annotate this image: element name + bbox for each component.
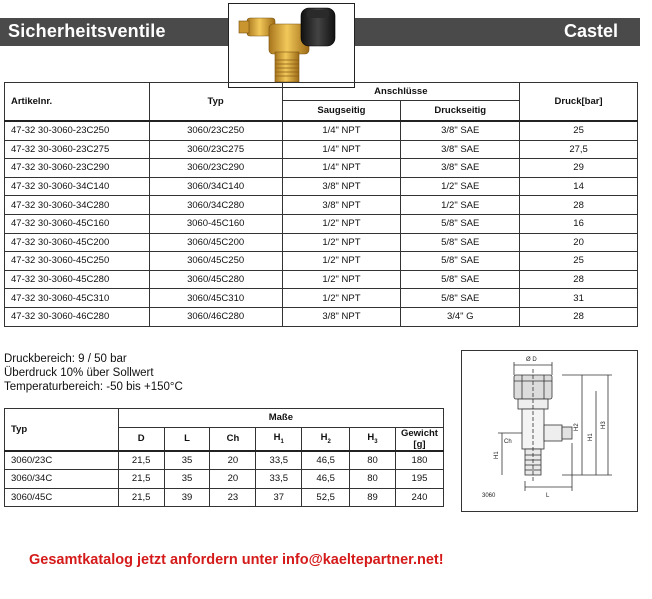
artikel-cell: 47-32 30-3060-45C280 [5, 270, 150, 289]
dims-header-h2: $H_2$ [302, 427, 350, 451]
artikel-cell: 47-32 30-3060-23C275 [5, 140, 150, 159]
druck-cell: 25 [520, 121, 638, 140]
dims-gewicht-cell: 240 [395, 488, 443, 507]
label-diameter: Ø D [526, 357, 537, 363]
dims-header-d: D [118, 427, 164, 451]
druckseite-cell: 5/8" SAE [401, 214, 520, 233]
header-artikel: Artikelnr. [5, 83, 150, 122]
label-h2: H2 [574, 423, 580, 431]
druckseite-cell: 3/8" SAE [401, 159, 520, 178]
artikel-cell: 47-32 30-3060-46C280 [5, 307, 150, 326]
dims-h2-cell: 46,5 [302, 451, 350, 470]
artikel-cell: 47-32 30-3060-45C310 [5, 289, 150, 308]
table-row [5, 451, 444, 470]
dims-header-gewicht: Gewicht [g] [395, 427, 443, 451]
dims-header-typ: Typ [5, 409, 119, 451]
table-row [5, 270, 638, 289]
druck-cell: 28 [520, 196, 638, 215]
header-druckseitig: Druckseitig [401, 101, 520, 122]
saug-cell: 1/2" NPT [282, 270, 401, 289]
table-row [5, 289, 638, 308]
dims-l-cell: 39 [164, 488, 210, 507]
dims-h3-cell: 80 [350, 470, 396, 489]
technical-drawing [461, 350, 638, 512]
saug-cell: 1/2" NPT [282, 233, 401, 252]
dims-d-cell: 21,5 [118, 470, 164, 489]
saug-cell: 1/2" NPT [282, 289, 401, 308]
table-row [5, 470, 444, 489]
artikel-cell: 47-32 30-3060-34C280 [5, 196, 150, 215]
druckseite-cell: 5/8" SAE [401, 289, 520, 308]
typ-cell: 3060/45C280 [149, 270, 282, 289]
dims-l-cell: 35 [164, 470, 210, 489]
dims-typ-cell: 3060/34C [5, 470, 119, 489]
dims-l-cell: 35 [164, 451, 210, 470]
spec-info [4, 352, 183, 394]
header-druck: Druck[bar] [520, 83, 638, 122]
product-photo [228, 3, 355, 88]
product-table [4, 82, 638, 327]
druck-cell: 29 [520, 159, 638, 178]
table-row [5, 140, 638, 159]
table-row [5, 488, 444, 507]
dims-ch-cell: 23 [210, 488, 256, 507]
label-model: 3060 [482, 493, 496, 499]
ueberdruck-text: Überdruck 10% über Sollwert [4, 367, 154, 379]
typ-cell: 3060-45C160 [149, 214, 282, 233]
saug-cell: 1/2" NPT [282, 252, 401, 271]
dims-typ-cell: 3060/23C [5, 451, 119, 470]
druckbereich-text: Druckbereich: 9 / 50 bar [4, 353, 127, 365]
dims-ch-cell: 20 [210, 470, 256, 489]
dims-h2-cell: 46,5 [302, 470, 350, 489]
safety-valve-image [229, 4, 354, 87]
dims-h1-cell: 33,5 [256, 470, 302, 489]
dims-ch-cell: 20 [210, 451, 256, 470]
saug-cell: 3/8" NPT [282, 307, 401, 326]
druckseite-cell: 5/8" SAE [401, 233, 520, 252]
table-row [5, 252, 638, 271]
artikel-cell: 47-32 30-3060-34C140 [5, 177, 150, 196]
druck-cell: 16 [520, 214, 638, 233]
dims-h1-cell: 33,5 [256, 451, 302, 470]
label-h3: H3 [601, 421, 607, 429]
dims-typ-cell: 3060/45C [5, 488, 119, 507]
dims-gewicht-cell: 195 [395, 470, 443, 489]
dims-d-cell: 21,5 [118, 451, 164, 470]
druck-cell: 27,5 [520, 140, 638, 159]
artikel-cell: 47-32 30-3060-45C200 [5, 233, 150, 252]
dims-h3-cell: 89 [350, 488, 396, 507]
table-row [5, 307, 638, 326]
page-title: Sicherheitsventile [8, 21, 166, 41]
druckseite-cell: 1/2" SAE [401, 177, 520, 196]
saug-cell: 3/8" NPT [282, 196, 401, 215]
typ-cell: 3060/23C275 [149, 140, 282, 159]
druckseite-cell: 3/4" G [401, 307, 520, 326]
dims-header-h1: $H_1$ [256, 427, 302, 451]
label-l: L [546, 493, 550, 499]
druck-cell: 28 [520, 307, 638, 326]
druckseite-cell: 5/8" SAE [401, 270, 520, 289]
druck-cell: 31 [520, 289, 638, 308]
header-saugseitig: Saugseitig [282, 101, 401, 122]
dims-header-masse: Maße [118, 409, 443, 428]
typ-cell: 3060/45C250 [149, 252, 282, 271]
dims-h2-cell: 52,5 [302, 488, 350, 507]
dims-h1-cell: 37 [256, 488, 302, 507]
typ-cell: 3060/45C310 [149, 289, 282, 308]
temperatur-text: Temperaturbereich: -50 bis +150°C [4, 381, 183, 393]
table-row [5, 159, 638, 178]
typ-cell: 3060/34C140 [149, 177, 282, 196]
saug-cell: 1/4" NPT [282, 159, 401, 178]
table-row [5, 121, 638, 140]
dimensions-table [4, 408, 444, 507]
druckseite-cell: 3/8" SAE [401, 121, 520, 140]
catalog-request-text: Gesamtkatalog jetzt anfordern unter info@kaeltepartner.net! [29, 552, 444, 568]
druck-cell: 14 [520, 177, 638, 196]
table-row [5, 214, 638, 233]
saug-cell: 1/2" NPT [282, 214, 401, 233]
druck-cell: 25 [520, 252, 638, 271]
typ-cell: 3060/34C280 [149, 196, 282, 215]
table-row [5, 177, 638, 196]
typ-cell: 3060/23C250 [149, 121, 282, 140]
artikel-cell: 47-32 30-3060-23C290 [5, 159, 150, 178]
saug-cell: 3/8" NPT [282, 177, 401, 196]
dims-header-h3: $H_3$ [350, 427, 396, 451]
header-anschluesse: Anschlüsse [282, 83, 520, 101]
dims-h3-cell: 80 [350, 451, 396, 470]
table-row [5, 233, 638, 252]
label-ch: Ch [504, 439, 512, 445]
druck-cell: 20 [520, 233, 638, 252]
saug-cell: 1/4" NPT [282, 121, 401, 140]
saug-cell: 1/4" NPT [282, 140, 401, 159]
dims-header-ch: Ch [210, 427, 256, 451]
valve-drawing-svg [462, 351, 637, 511]
dims-header-l: L [164, 427, 210, 451]
label-h1-left: H1 [494, 451, 500, 459]
dims-gewicht-cell: 180 [395, 451, 443, 470]
druckseite-cell: 3/8" SAE [401, 140, 520, 159]
typ-cell: 3060/46C280 [149, 307, 282, 326]
typ-cell: 3060/23C290 [149, 159, 282, 178]
header-typ: Typ [149, 83, 282, 122]
druckseite-cell: 1/2" SAE [401, 196, 520, 215]
dims-d-cell: 21,5 [118, 488, 164, 507]
label-h1-right: H1 [588, 433, 594, 441]
artikel-cell: 47-32 30-3060-45C250 [5, 252, 150, 271]
typ-cell: 3060/45C200 [149, 233, 282, 252]
artikel-cell: 47-32 30-3060-23C250 [5, 121, 150, 140]
brand-name: Castel [563, 21, 618, 41]
table-row [5, 196, 638, 215]
artikel-cell: 47-32 30-3060-45C160 [5, 214, 150, 233]
druck-cell: 28 [520, 270, 638, 289]
druckseite-cell: 5/8" SAE [401, 252, 520, 271]
